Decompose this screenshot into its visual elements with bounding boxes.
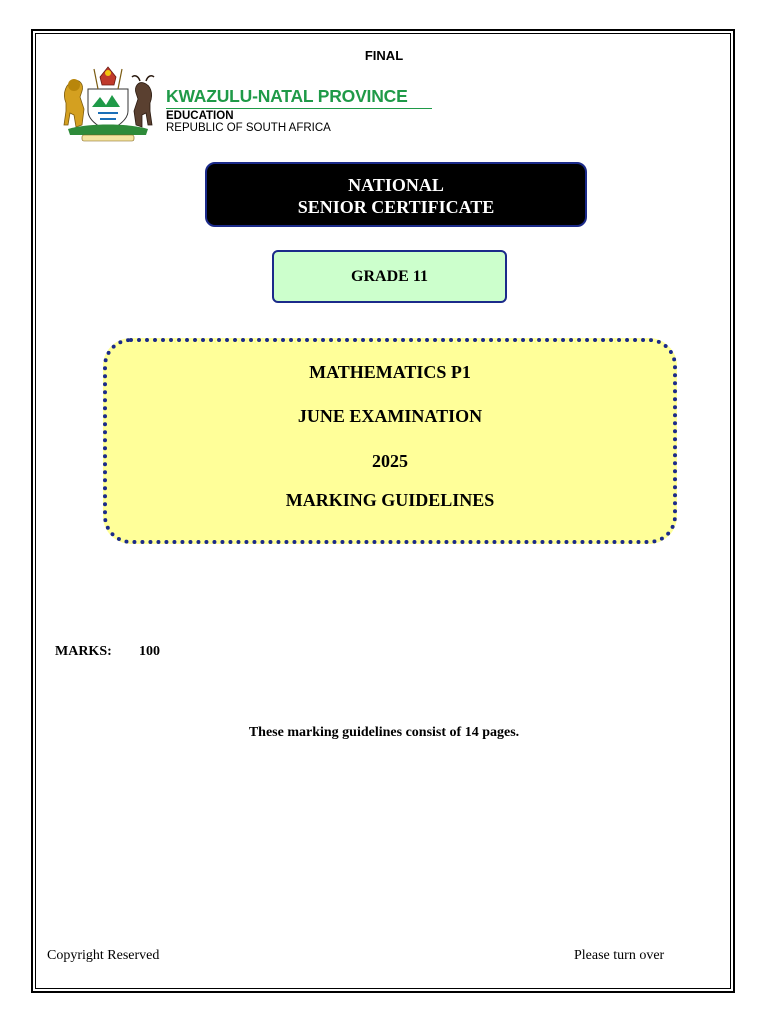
exam-doc-type: MARKING GUIDELINES [285,490,495,510]
department-name: EDUCATION [166,110,234,122]
footer-copyright: Copyright Reserved [47,948,160,963]
exam-year: 2025 [372,451,408,471]
exam-subject: MATHEMATICS P1 [309,362,471,382]
exam-session: JUNE EXAMINATION [297,406,483,426]
province-name: KWAZULU-NATAL PROVINCE [166,86,408,106]
footer-turn-over: Please turn over [574,948,665,963]
header-divider [166,108,432,109]
coat-of-arms-icon [58,63,158,143]
certificate-line-2: SENIOR CERTIFICATE [297,197,495,217]
certificate-line-1: NATIONAL [348,175,444,195]
exam-info-box [103,338,677,544]
country-name: REPUBLIC OF SOUTH AFRICA [166,122,331,134]
certificate-title-box [205,162,587,227]
final-label: FINAL [364,48,404,63]
grade-box: GRADE 11 [272,250,507,303]
marks-label: MARKS: [55,644,112,659]
pages-note: These marking guidelines consist of 14 pages. [248,725,520,740]
marks-value: 100 [139,644,160,659]
marks-line [55,644,160,660]
